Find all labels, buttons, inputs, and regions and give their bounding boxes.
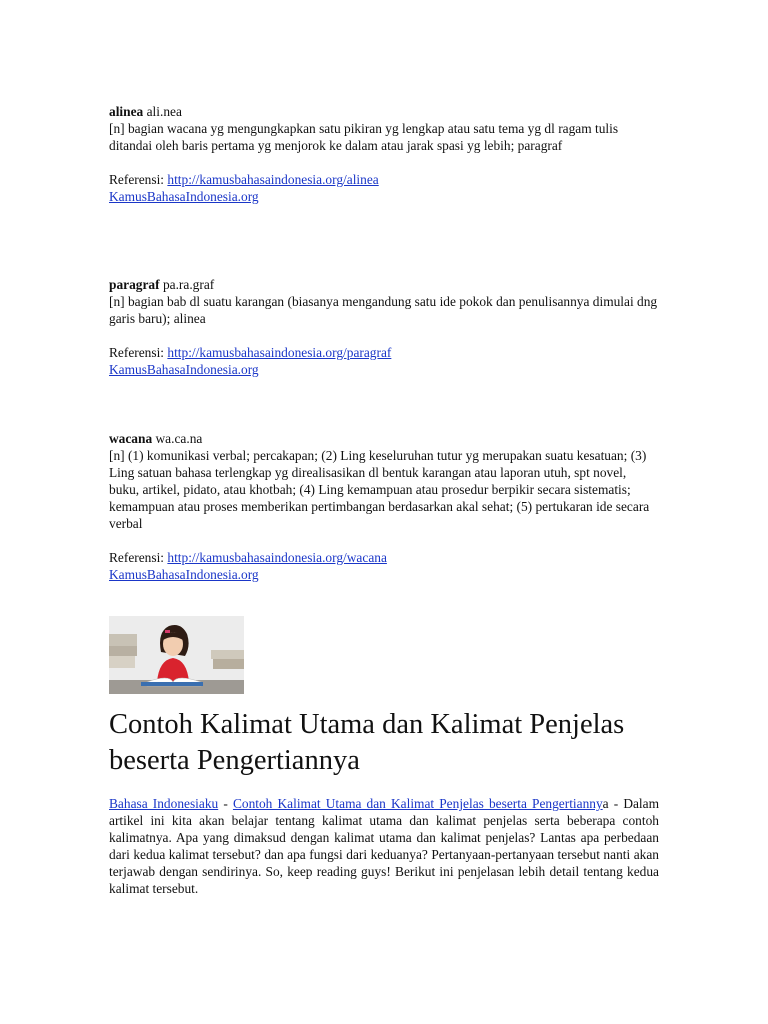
reference-label: Referensi: (109, 172, 168, 187)
article-title: Contoh Kalimat Utama dan Kalimat Penjelas beserta Pengertiannya (109, 709, 625, 776)
dictionary-entry-wacana (109, 430, 659, 583)
reference-link[interactable]: http://kamusbahasaindonesia.org/wacana (167, 550, 387, 565)
reference-label: Referensi: (109, 550, 168, 565)
entry-syllables: ali.nea (146, 104, 182, 119)
entry-syllables: pa.ra.graf (162, 277, 215, 292)
reference-link[interactable]: http://kamusbahasaindonesia.org/paragraf (167, 345, 392, 360)
article-body: - Dalam artikel ini kita akan belajar tentang kalimat utama dan kalimat penjelas serta beberapa contoh kalimatnya. Apa yang dimaksud dengan kalimat utama dan kalimat penjelas? Lantas apa perbedaan dari kedua kalimat tersebut? dan apa fungsi dari keduanya? Pertanyaan-pertanyaan tersebut nanti akan terjawab dengan sendirinya. So, keep reading guys! Berikut ini penjelasan lebih detail tentang kedua kalimat tersebut. (109, 796, 660, 896)
article-link[interactable]: Contoh Kalimat Utama dan Kalimat Penjelas beserta Pengertianny (232, 796, 603, 811)
separator: - (218, 796, 233, 811)
article-intro (109, 795, 659, 897)
source-link[interactable]: KamusBahasaIndonesia.org (109, 567, 259, 582)
entry-word: wacana (109, 431, 153, 446)
blog-name-link[interactable]: Bahasa Indonesiaku (109, 796, 219, 811)
source-link[interactable]: KamusBahasaIndonesia.org (109, 362, 259, 377)
girl-reading-illustration (109, 616, 244, 694)
entry-syllables: wa.ca.na (155, 431, 203, 446)
girl-reading-photo (109, 616, 244, 694)
entry-definition: [n] bagian wacana yg mengungkapkan satu pikiran yg lengkap atau satu tema yg dl ragam tulis ditandai oleh baris pertama yg menjorok ke dalam atau jarak spasi yg lebih; paragraf (109, 121, 619, 153)
reference-label: Referensi: (109, 345, 168, 360)
dictionary-entry-paragraf (109, 276, 659, 378)
entry-reference (109, 549, 659, 566)
entry-reference (109, 171, 659, 188)
entry-definition: [n] bagian bab dl suatu karangan (biasanya mengandung satu ide pokok dan penulisannya dimulai dng garis baru); alinea (109, 294, 658, 326)
article-link-tail: a (602, 796, 609, 811)
entry-reference (109, 344, 659, 361)
source-link[interactable]: KamusBahasaIndonesia.org (109, 189, 259, 204)
dictionary-entry-alinea (109, 103, 659, 205)
reference-link[interactable]: http://kamusbahasaindonesia.org/alinea (167, 172, 379, 187)
entry-word: alinea (109, 104, 144, 119)
entry-definition: [n] (1) komunikasi verbal; percakapan; (2) Ling keseluruhan tutur yg merupakan suatu kesatuan; (3) Ling satuan bahasa terlengkap yg direalisasikan dl bentuk karangan atau laporan utuh, spt novel, buku, artikel, pidato, atau khotbah; (4) Ling kemampuan atau prosedur berpikir secara sistematis; kemampuan atau proses memberikan pertimbangan berdasarkan akal sehat; (5) pertukaran ide secara verbal (109, 448, 650, 531)
entry-word: paragraf (109, 277, 160, 292)
